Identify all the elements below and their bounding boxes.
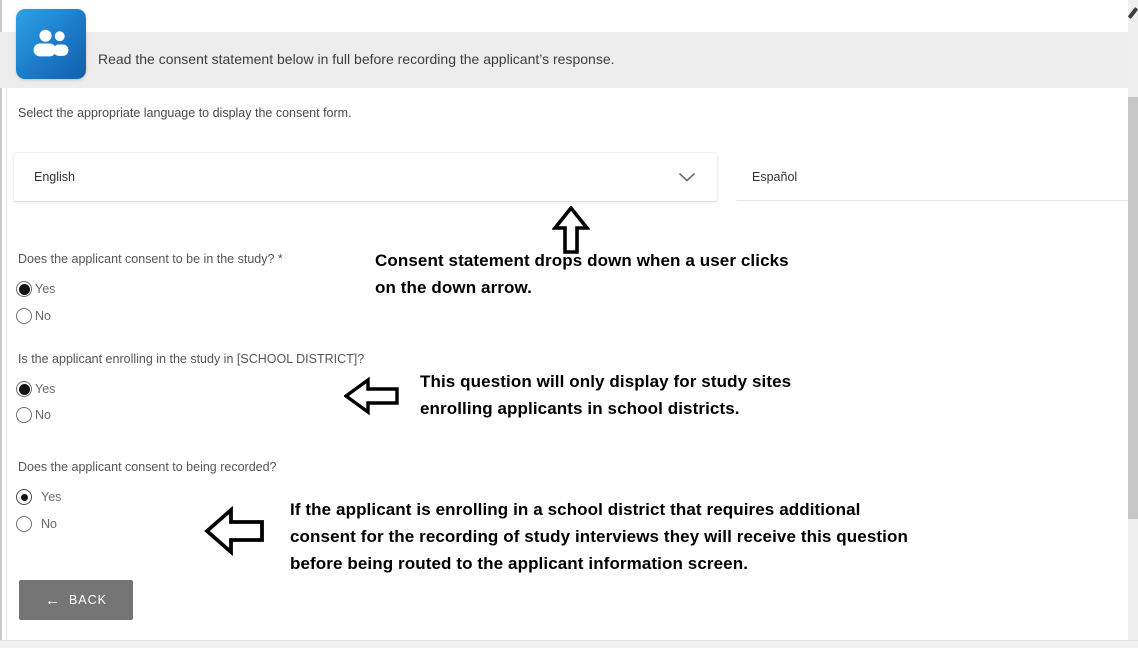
annotation-consent-dropdown: Consent statement drops down when a user clicks on the down arrow. bbox=[375, 251, 789, 297]
annotation-recording-consent: If the applicant is enrolling in a school district that requires additional consent for the recording of study interviews they will receive this question before being routed to the applicant information screen. bbox=[290, 500, 908, 573]
radio-q1-yes[interactable] bbox=[16, 281, 55, 297]
radio-label: No bbox=[41, 517, 57, 531]
radio-q3-no[interactable] bbox=[16, 516, 57, 532]
window-left-border bbox=[0, 0, 2, 648]
back-arrow-icon: ← bbox=[44, 591, 60, 609]
radio-label: Yes bbox=[35, 282, 56, 296]
people-group-icon bbox=[16, 9, 86, 79]
selected-language-label: English bbox=[34, 170, 75, 184]
window-bottom-strip bbox=[0, 640, 1138, 648]
radio-q2-no[interactable] bbox=[16, 407, 51, 423]
radio-label: No bbox=[35, 309, 51, 323]
back-button[interactable] bbox=[19, 580, 133, 620]
language-option-espanol[interactable] bbox=[737, 153, 1128, 201]
left-block-arrow-icon bbox=[204, 505, 266, 557]
left-block-arrow-icon bbox=[344, 377, 400, 415]
radio-label: No bbox=[35, 408, 51, 422]
question-consent-study-label: Does the applicant consent to be in the study? * bbox=[18, 252, 283, 266]
header-instruction: Read the consent statement below in full before recording the applicant’s response. bbox=[98, 51, 615, 67]
language-prompt: Select the appropriate language to display the consent form. bbox=[18, 106, 352, 120]
radio-button-unselected[interactable] bbox=[16, 308, 32, 324]
question-school-district-label: Is the applicant enrolling in the study in [SCHOOL DISTRICT]? bbox=[18, 352, 365, 366]
radio-button-selected[interactable] bbox=[16, 381, 32, 397]
radio-q2-yes[interactable] bbox=[16, 381, 55, 397]
radio-button-selected[interactable] bbox=[16, 281, 32, 297]
back-button-label: BACK bbox=[68, 593, 108, 607]
radio-button-unselected[interactable] bbox=[16, 407, 32, 423]
radio-q1-no[interactable] bbox=[16, 308, 51, 324]
content-left-divider bbox=[6, 88, 7, 640]
radio-q3-yes[interactable] bbox=[16, 489, 61, 505]
vertical-scrollbar-thumb[interactable] bbox=[1128, 97, 1138, 519]
radio-button-unselected[interactable] bbox=[16, 516, 32, 532]
chevron-down-icon[interactable] bbox=[679, 173, 695, 182]
annotation-school-district: This question will only display for study sites enrolling applicants in school districts. bbox=[420, 372, 792, 418]
radio-button-selected[interactable] bbox=[16, 489, 32, 505]
alt-language-label: Español bbox=[752, 169, 798, 184]
radio-label: Yes bbox=[35, 382, 56, 396]
question-recording-label: Does the applicant consent to being recorded? bbox=[18, 460, 277, 474]
radio-label: Yes bbox=[41, 490, 62, 504]
people-group-glyph bbox=[29, 22, 73, 66]
language-dropdown-english[interactable] bbox=[13, 152, 718, 202]
